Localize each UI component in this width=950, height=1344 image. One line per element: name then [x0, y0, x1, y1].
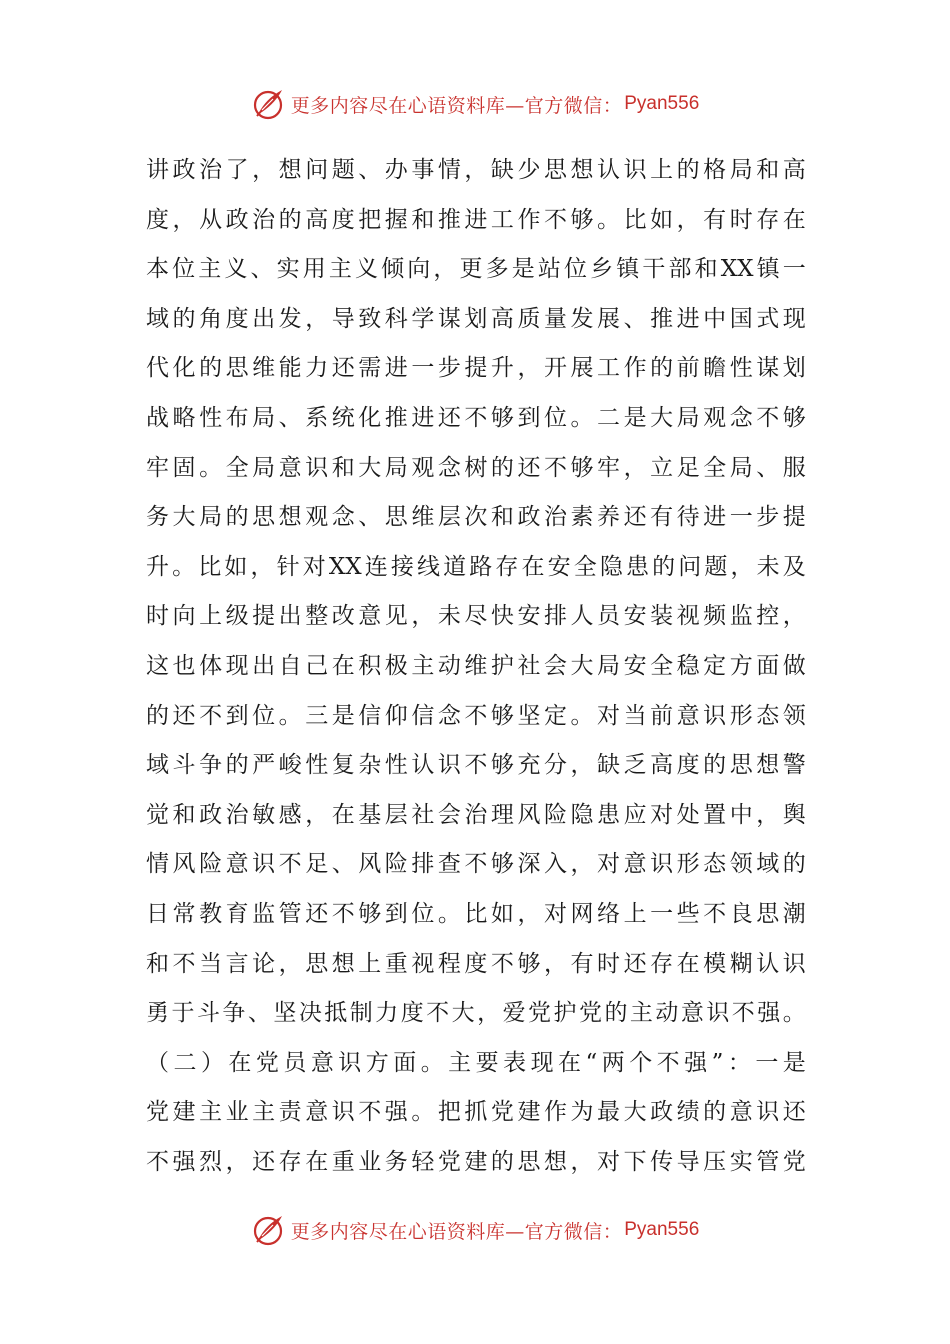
text-line: 和 不 当 言 论 ， 思 想 上 重 视 程 度 不 够 ， 有 时 还 存 在 模 糊 认 识 — [146, 950, 806, 977]
quill-logo-icon — [251, 86, 287, 122]
header-watermark — [0, 84, 950, 124]
text-line: 战 略 性 布 局 、 系 统 化 推 进 还 不 够 到 位 。 二 是 大 局 观 念 不 够 — [146, 404, 806, 431]
footer-watermark — [0, 1210, 950, 1250]
text-line: 不 强 烈 ， 还 存 在 重 业 务 轻 党 建 的 思 想 ， 对 下 传 导 压 实 管 党 — [146, 1148, 806, 1175]
text-line: 务 大 局 的 思 想 观 念 、 思 维 层 次 和 政 治 素 养 还 有 待 进 一 步 提 — [146, 504, 806, 531]
text-line: 时 向 上 级 提 出 整 改 意 见 ， 未 尽 快 安 排 人 员 安 装 视 频 监 控 ， — [146, 603, 806, 630]
text-line: 域 斗 争 的 严 峻 性 复 杂 性 认 识 不 够 充 分 ， 缺 乏 高 度 的 思 想 警 — [146, 752, 806, 779]
quill-logo-icon — [251, 1212, 287, 1248]
text-line: 这 也 体 现 出 自 己 在 积 极 主 动 维 护 社 会 大 局 安 全 稳 定 方 面 做 — [146, 652, 806, 679]
text-line: 的 还 不 到 位 。 三 是 信 仰 信 念 不 够 坚 定 。 对 当 前 意 识 形 态 领 — [146, 702, 806, 729]
text-line: 代 化 的 思 维 能 力 还 需 进 一 步 提 升 ， 开 展 工 作 的 前 瞻 性 谋 划 — [146, 355, 806, 382]
text-line: 觉 和 政 治 敏 感 ， 在 基 层 社 会 治 理 风 险 隐 患 应 对 处 置 中 ， 舆 — [146, 801, 806, 828]
watermark-text: 更多内容尽在心语资料库—官方微信： — [290, 1220, 623, 1243]
text-line: 党 建 主 业 主 责 意 识 不 强 。 把 抓 党 建 作 为 最 大 政 绩 的 意 识 还 — [146, 1099, 806, 1126]
document-body — [146, 146, 806, 1187]
text-line: 日 常 教 育 监 管 还 不 够 到 位 。 比 如 ， 对 网 络 上 一 些 不 良 思 潮 — [146, 900, 806, 927]
text-line: 情 风 险 意 识 不 足 、 风 险 排 查 不 够 深 入 ， 对 意 识 形 态 领 域 的 — [146, 851, 806, 878]
watermark-wechat-id: Pyan556 — [624, 93, 700, 114]
watermark-wechat-id: Pyan556 — [624, 1219, 700, 1240]
text-line: 讲 政 治 了 ， 想 问 题 、 办 事 情 ， 缺 少 思 想 认 识 上 的 格 局 和 高 — [146, 157, 806, 183]
text-line: 域 的 角 度 出 发 ， 导 致 科 学 谋 划 高 质 量 发 展 、 推 进 中 国 式 现 — [146, 305, 806, 332]
text-line: （ 二 ） 在 党 员 意 识 方 面 。 主 要 表 现 在 “ 两 个 不 强 ” ： 一 是 — [146, 1049, 806, 1076]
text-line: 升 。 比 如 ， 针 对 XX 连 接 线 道 路 存 在 安 全 隐 患 的 问 题 ， 未 及 — [146, 553, 806, 580]
text-line: 牢 固 。 全 局 意 识 和 大 局 观 念 树 的 还 不 够 牢 ， 立 足 全 局 、 服 — [146, 454, 806, 481]
watermark-text: 更多内容尽在心语资料库—官方微信： — [290, 94, 623, 117]
text-line: 度 ， 从 政 治 的 高 度 把 握 和 推 进 工 作 不 够 。 比 如 ， 有 时 存 在 — [146, 206, 806, 233]
text-line: 本 位 主 义 、 实 用 主 义 倾 向 ， 更 多 是 站 位 乡 镇 干 部 和 XX 镇 一 — [146, 256, 806, 283]
text-line: 勇 于 斗 争 、 坚 决 抵 制 力 度 不 大 ， 爱 党 护 党 的 主 动 意 识 不 强 。 — [146, 1000, 806, 1027]
